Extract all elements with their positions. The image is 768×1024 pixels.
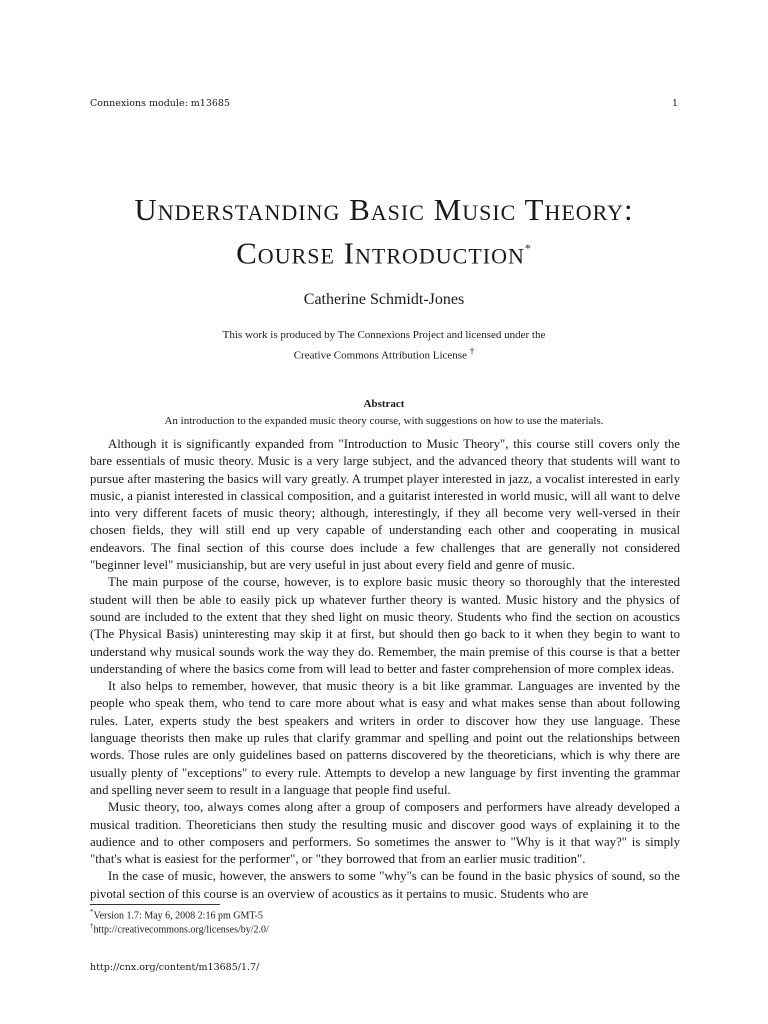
license-footnote-mark: † [469, 346, 475, 356]
title-line-2-text: Course Introduction [236, 235, 525, 271]
author: Catherine Schmidt-Jones [303, 291, 465, 308]
footnote-license-url [90, 922, 269, 935]
footnote-version-text: Version 1.7: May 6, 2008 2:16 pm GMT-5 [93, 910, 263, 922]
paragraph: Although it is significantly expanded from "Introduction to Music Theory", this course still covers only the bare essentials of music theory. Music is a very large subject, and the advanced theory that students will want to pursue after mastering the basics will vary greatly. A trumpet player interested in jazz, a vocalist interested in early music, a pianist interested in classical composition, and a guitarist interested in world music, will all want to delve into very different facets of music theory; although, interestingly, if they all become very well-versed in their chosen fields, they will still end up very capable of understanding each other and cooperating in musical endeavors. The final section of this course does include a few challenges that are generally not considered "beginner level" musicianship, but are very useful in just about every field and genre of music. [90, 437, 680, 573]
license-link-text: Creative Commons Attribution License [293, 349, 467, 362]
title-line-2 [60, 228, 708, 273]
footnote-mark: † [90, 922, 94, 930]
footer-url[interactable]: http://cnx.org/content/m13685/1.7/ [90, 962, 260, 973]
paragraph: It also helps to remember, however, that music theory is a bit like grammar. Languages are invented by the people who speak them, who tend to care more about what is easy and what makes sense than about following rules. Later, experts study the best speakers and writers in order to discover how they use language. These language theorists then make up rules that clarify grammar and spelling and point out the relationships between words. Those rules are only guidelines based on patterns discovered by the theoreticians, which is why there are usually plenty of "exceptions" to every rule. Attempts to develop a new language by first inventing the grammar and spelling never seem to result in a language that people find useful. [90, 679, 680, 797]
title-footnote-mark: * [524, 241, 532, 255]
paragraph: Music theory, too, always comes along after a group of composers and performers have already developed a musical tradition. Theoreticians then study the resulting music and discover good ways of explaining it to the audience and to other composers and performers. So sometimes the answer to "Why is it that way?" is simply "that's what is easiest for the performer", or "they borrowed that from an earlier music tradition". [90, 800, 680, 867]
license-line-2 [0, 346, 768, 362]
footnote-version [90, 908, 263, 921]
paragraph: The main purpose of the course, however, is to explore basic music theory so thoroughly that the interested student will then be able to easily pick up whatever further theory is wanted. Music history and the physics of sound are included to the extent that they shed light on music theory. Students who find the section on acoustics (The Physical Basis) uninteresting may skip it at first, but should then go back to it when they begin to want to understand why musical sounds work the way they do. Remember, the main premise of this course is that a better understanding of where the basics come from will lead to better and faster comprehension of more complex ideas. [90, 575, 680, 676]
paragraph: In the case of music, however, the answers to some "why"s can be found in the basic physics of sound, so the pivotal section of this course is an overview of acoustics as it pertains to music. Students who are [90, 869, 680, 901]
body-text [90, 436, 680, 903]
footnote-license-url-text[interactable]: http://creativecommons.org/licenses/by/2.0/ [93, 924, 269, 936]
title-line-1-text: Understanding Basic Music Theory: [134, 192, 634, 227]
abstract-text: An introduction to the expanded music theory course, with suggestions on how to use the materials. [164, 415, 604, 427]
abstract-heading: Abstract [363, 398, 405, 410]
footnote-rule [90, 904, 220, 905]
license-line-1: This work is produced by The Connexions Project and licensed under the [222, 329, 546, 341]
title-line-1 [60, 190, 708, 230]
footnote-mark: * [90, 908, 94, 916]
running-header-module: Connexions module: m13685 [90, 98, 231, 109]
page-number: 1 [672, 98, 679, 109]
